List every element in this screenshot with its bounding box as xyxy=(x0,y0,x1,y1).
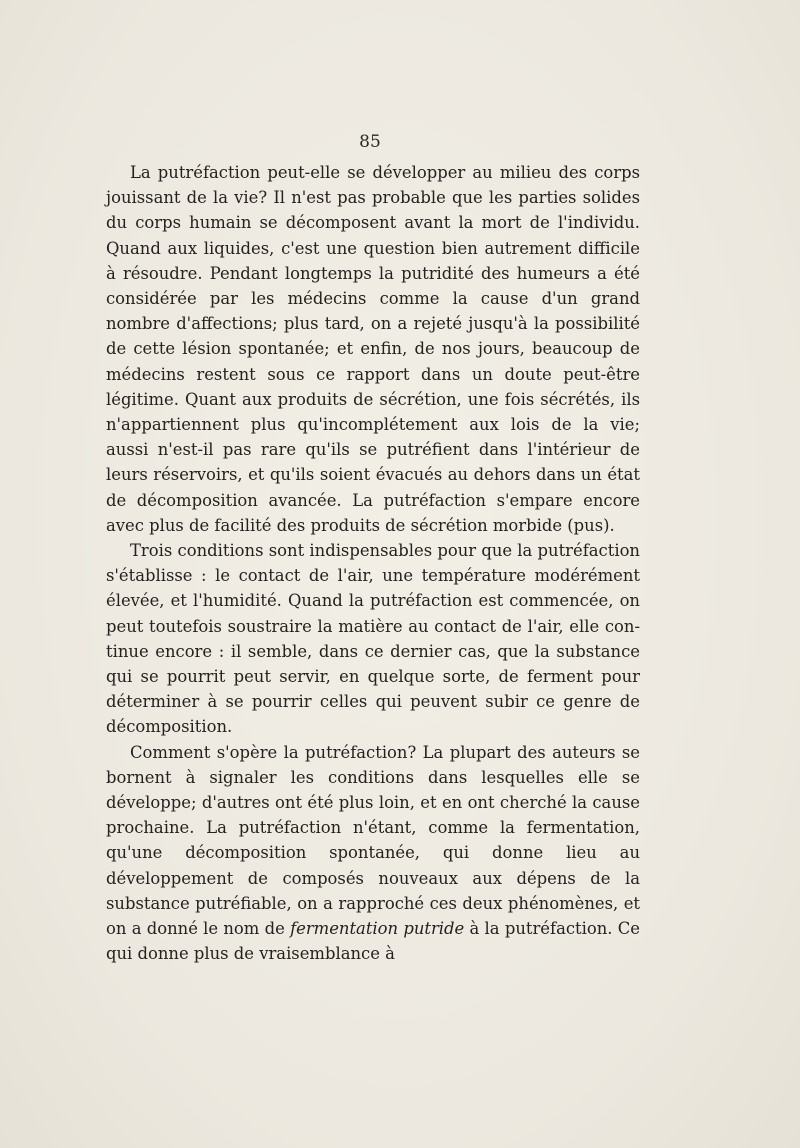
paragraph: La putréfaction peut-elle se développer au milieu des corps jouissant de la vie? Il n'est pas probable que les parties solides du corps humain se décomposent avant la mort de l'individu. Quand aux liquides, c'est une question bien autrement difficile à résoudre. Pendant longtemps la putridité des humeurs a été considérée par les médecins comme la cause d'un grand nombre d'affections; plus tard, on a rejeté jusqu'à la possibilité de cette lésion spontanée; et enfin, de nos jours, beaucoup de médecins restent sous ce rapport dans un doute peut-être légitime. Quant aux produits de sécrétion, une fois sécrétés, ils n'appartiennent plus qu'incomplétement aux lois de la vie; aussi n'est-il pas rare qu'ils se putréfient dans l'intérieur de leurs réservoirs, et qu'ils soient évacués au dehors dans un état de décomposition avancée. La putréfaction s'empare encore avec plus de facilité des produits de sécrétion morbide (pus). xyxy=(106,163,640,535)
paragraph-text: Comment s'opère la putréfaction? La plupart des auteurs se bornent à signaler les conditions dans lesquelles elle se développe; d'autres ont été plus loin, et en ont cherché la cause prochaine. La putréfaction n'étant, comme la fermentation, qu'une décomposition spontanée, qui donne lieu au développement de composés nouveaux aux dépens de la substance putréfiable, on a rapproché ces deux phénomènes, et on a donné le nom de xyxy=(106,742,640,939)
paragraph: Trois conditions sont indispensables pour que la putréfaction s'établisse : le contact de l'air, une température modérément élevée, et l'humidité. Quand la putréfaction est commencée, on peut toutefois soustraire la matière au contact de l'air, elle continue encore : il semble, dans ce dernier cas, que la substance qui se pourrit peut servir, en quelque sorte, de ferment pour déterminer à se pourrir celles qui peuvent subir ce genre de décomposition. xyxy=(106,541,640,737)
paragraph-text: à la putréfaction. Ce qui donne plus de vraisemblance à xyxy=(106,919,640,964)
paragraph xyxy=(106,740,640,967)
body-text xyxy=(106,160,640,967)
italic-term: fermentation putride xyxy=(290,919,465,939)
page-number: 85 xyxy=(359,132,381,152)
